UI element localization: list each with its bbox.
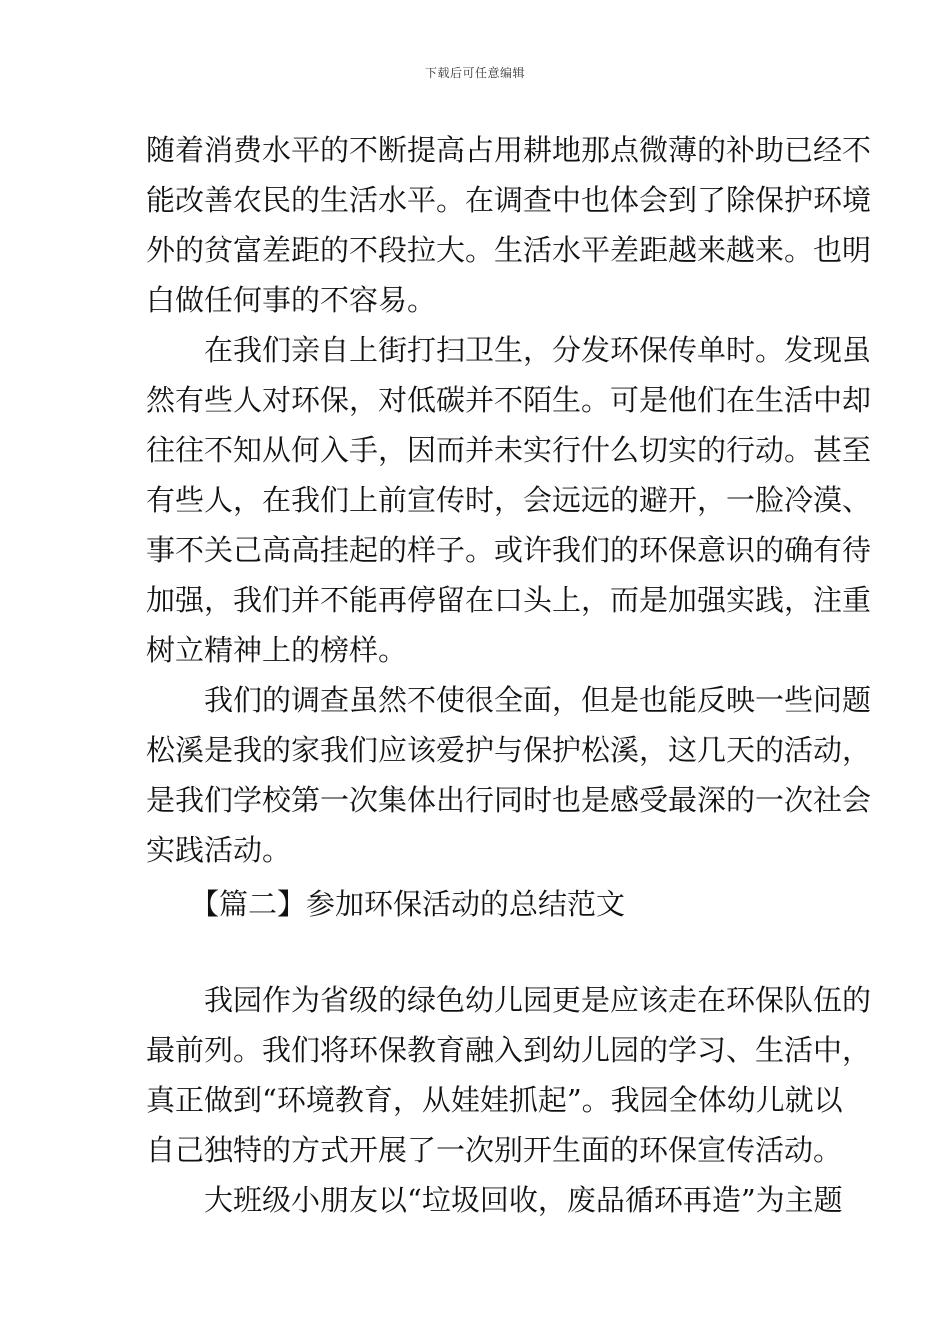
text-line: 能改善农民的生活水平。在调查中也体会到了除保护环境 — [146, 183, 872, 217]
text-line: 在我们亲自上街打扫卫生，分发环保传单时。发现虽 — [204, 333, 872, 367]
text-line: 自己独特的方式开展了一次别开生面的环保宣传活动。 — [146, 1133, 843, 1167]
text-line: 有些人，在我们上前宣传时，会远远的避开，一脸冷漠、 — [146, 483, 872, 517]
text-line: 是我们学校第一次集体出行同时也是感受最深的一次社会 — [146, 783, 872, 817]
text-line: 我园作为省级的绿色幼儿园更是应该走在环保队伍的 — [204, 983, 872, 1017]
document-body — [146, 128, 872, 1228]
text-line: 最前列。我们将环保教育融入到幼儿园的学习、生活中， — [146, 1033, 872, 1067]
text-line: 然有些人对环保，对低碳并不陌生。可是他们在生活中却 — [146, 383, 872, 417]
text-line: 树立精神上的榜样。 — [146, 633, 408, 667]
text-line: 实践活动。 — [146, 833, 292, 867]
text-line: 随着消费水平的不断提高占用耕地那点微薄的补助已经不 — [146, 133, 872, 167]
text-line: 往往不知从何入手，因而并未实行什么切实的行动。甚至 — [146, 433, 872, 467]
paragraph — [146, 678, 872, 878]
text-line: 我们的调查虽然不使很全面，但是也能反映一些问题 — [204, 683, 872, 717]
paragraph — [146, 328, 872, 678]
text-line: 真正做到“环境教育，从娃娃抓起”。我园全体幼儿就以 — [146, 1083, 843, 1117]
text-line: 松溪是我的家我们应该爱护与保护松溪，这几天的活动， — [146, 733, 872, 767]
text-line: 大班级小朋友以“垃圾回收，废品循环再造”为主题 — [204, 1183, 843, 1217]
text-line: 加强，我们并不能再停留在口头上，而是加强实践，注重 — [146, 583, 872, 617]
text-line: 事不关己高高挂起的样子。或许我们的环保意识的确有待 — [146, 533, 872, 567]
page-header: 下载后可任意编辑 — [424, 66, 525, 80]
paragraph — [146, 1178, 843, 1228]
text-line: 外的贫富差距的不段拉大。生活水平差距越来越来。也明 — [146, 233, 872, 267]
paragraph — [146, 128, 872, 328]
paragraph — [146, 978, 872, 1178]
text-line: 白做任何事的不容易。 — [146, 283, 437, 317]
section-heading: 【篇二】参加环保活动的总结范文 — [190, 887, 626, 921]
